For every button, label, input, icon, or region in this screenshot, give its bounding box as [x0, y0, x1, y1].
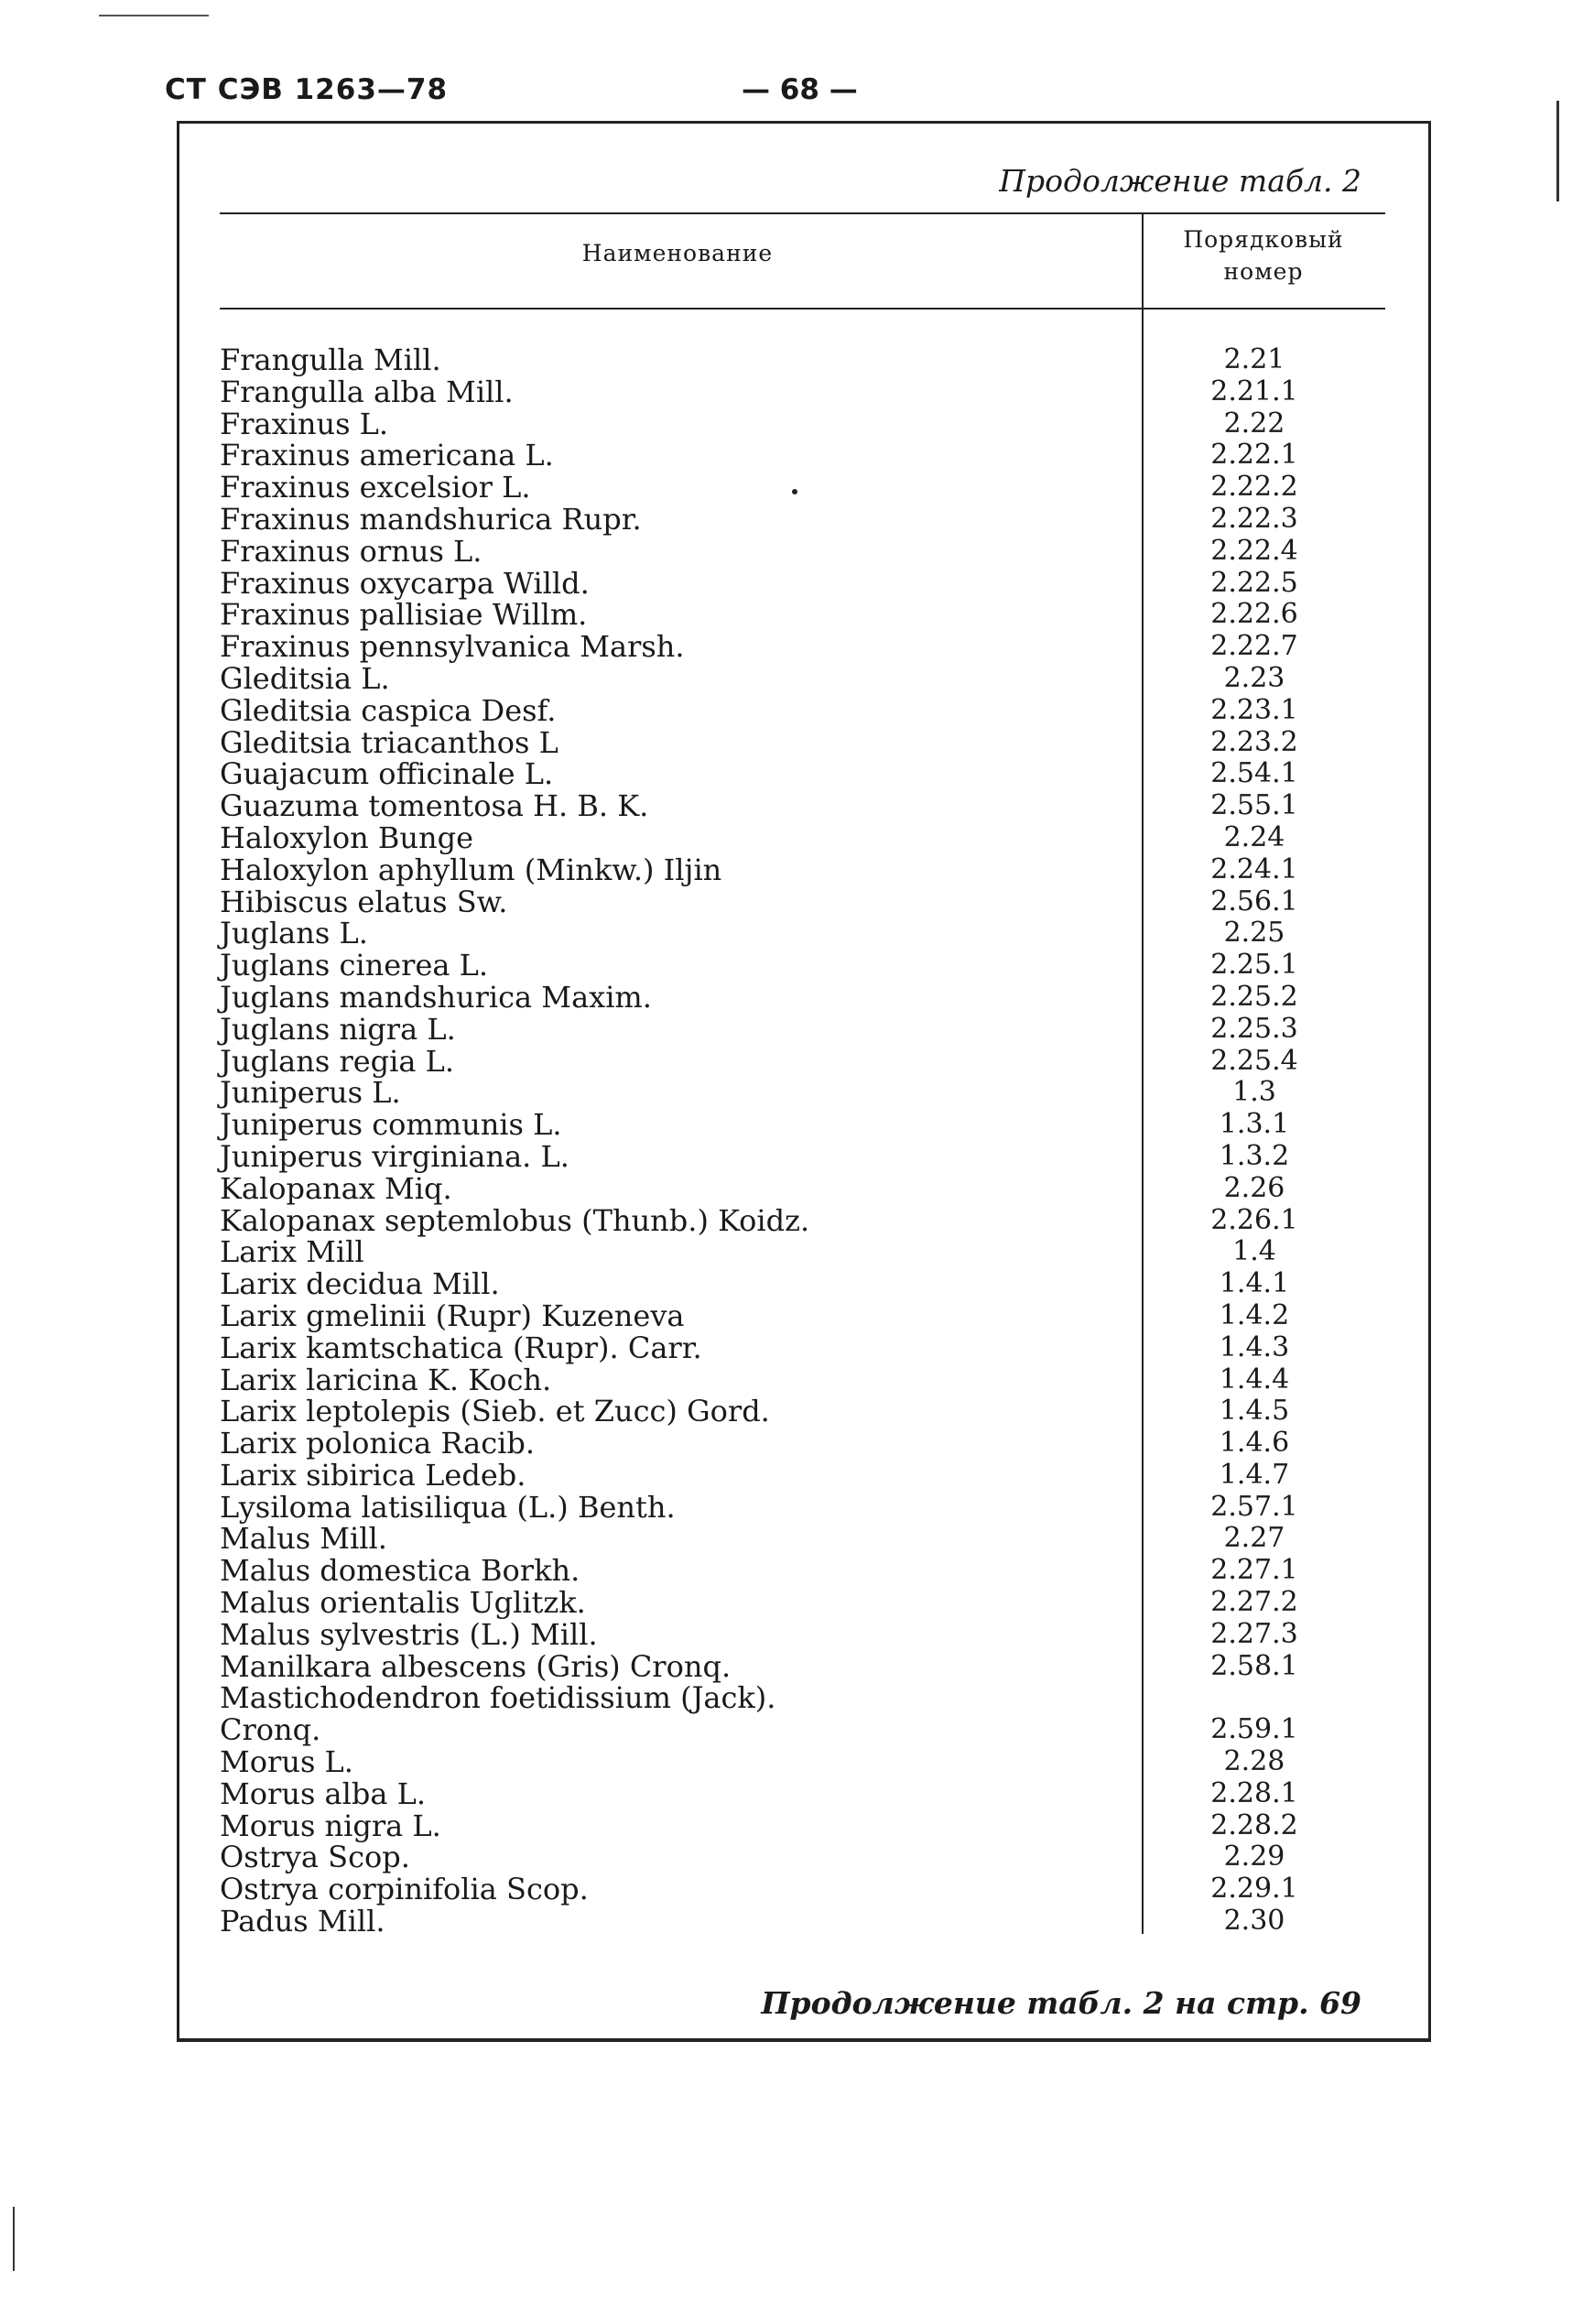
- species-name: Juglans cinerea L.: [220, 948, 489, 983]
- table-row: [220, 440, 1392, 472]
- table-row: [220, 501, 1392, 537]
- serial-number: 2.56.1: [1210, 885, 1298, 918]
- species-name: Juniperus communis L.: [220, 1107, 562, 1143]
- table-row: [220, 376, 1392, 408]
- table-row: [220, 631, 1392, 663]
- column-header-name: Наименование: [581, 240, 774, 266]
- serial-number: 2.21: [1223, 343, 1285, 375]
- species-name: Fraxinus americana L.: [220, 438, 554, 473]
- serial-number: 2.27.2: [1210, 1586, 1298, 1619]
- table-row: [220, 692, 1392, 728]
- table-row: [220, 1714, 1392, 1746]
- species-name: Juniperus virginiana. L.: [220, 1138, 569, 1174]
- serial-number: 1.3: [1232, 1076, 1276, 1109]
- table-row: [220, 1489, 1392, 1525]
- species-name: Juglans L.: [220, 916, 368, 951]
- species-name: Manilkara albescens (Gris) Cronq.: [220, 1648, 732, 1684]
- species-name: Larix Mill: [220, 1234, 364, 1270]
- table-row: [220, 724, 1392, 760]
- serial-number: 2.59.1: [1210, 1713, 1298, 1746]
- serial-number: 2.29: [1223, 1841, 1285, 1873]
- table-row: [220, 1011, 1392, 1047]
- serial-number: 1.4.6: [1219, 1427, 1290, 1460]
- species-name: Larix sibirica Ledeb.: [220, 1457, 526, 1493]
- species-name: Fraxinus pennsylvanica Marsh.: [220, 629, 685, 665]
- table-row: [220, 758, 1392, 790]
- serial-number: 2.24: [1223, 820, 1285, 853]
- species-name: Larix kamtschatica (Rupr). Carr.: [220, 1330, 702, 1365]
- table-row: [220, 565, 1392, 601]
- species-name: Morus nigra L.: [220, 1808, 441, 1843]
- species-name: Fraxinus oxycarpa Willd.: [220, 565, 590, 601]
- serial-number: 2.25: [1223, 917, 1285, 950]
- table-row: [220, 854, 1392, 886]
- table-row: [220, 1778, 1392, 1810]
- margin-mark: [1556, 101, 1559, 201]
- table-row: [220, 1906, 1392, 1938]
- species-name: Gleditsia triacanthos L: [220, 724, 558, 760]
- species-name: Frangulla Mill.: [220, 342, 441, 377]
- table-row: [220, 660, 1392, 696]
- margin-mark: [13, 2207, 15, 2271]
- table-row: [220, 408, 1392, 440]
- table-row: [220, 1395, 1392, 1428]
- table-row: [220, 1043, 1392, 1079]
- table-continuation-caption: Продолжение табл. 2: [999, 163, 1361, 199]
- serial-number: 1.3.2: [1219, 1139, 1290, 1172]
- serial-number: 2.25.1: [1210, 949, 1298, 982]
- document-code: СТ СЭВ 1263—78: [165, 73, 449, 106]
- table-row: [220, 1587, 1392, 1619]
- serial-number: 2.58.1: [1210, 1649, 1298, 1682]
- table-row: [220, 1077, 1392, 1109]
- species-name: Mastichodendron foetidissium (Jack).: [220, 1680, 776, 1716]
- table-row: [220, 950, 1392, 982]
- table-row: [220, 1236, 1392, 1268]
- table-row: [220, 790, 1392, 822]
- table-row: [220, 1268, 1392, 1300]
- serial-number: 2.57.1: [1210, 1490, 1298, 1523]
- species-name: Juglans nigra L.: [220, 1011, 456, 1047]
- serial-number: 2.25.2: [1210, 980, 1298, 1013]
- serial-number: 2.22: [1223, 407, 1285, 440]
- species-name: Morus alba L.: [220, 1776, 426, 1811]
- species-name: Larix polonica Racib.: [220, 1426, 536, 1461]
- table-row: [220, 1138, 1392, 1174]
- species-name: Haloxylon aphyllum (Minkw.) Iljin: [220, 852, 722, 887]
- species-name: Larix laricina K. Koch.: [220, 1362, 552, 1397]
- table-row: [220, 1428, 1392, 1460]
- species-name: Cronq.: [220, 1712, 321, 1748]
- serial-number: 2.28: [1223, 1745, 1285, 1778]
- species-name: Ostrya corpinifolia Scop.: [220, 1872, 589, 1907]
- species-name: Guazuma tomentosa H. B. K.: [220, 788, 649, 824]
- table-row: [220, 1616, 1392, 1652]
- species-name: Malus domestica Borkh.: [220, 1553, 580, 1589]
- table-row: [220, 979, 1392, 1015]
- species-name: Hibiscus elatus Sw.: [220, 884, 508, 919]
- serial-number: 2.25.4: [1210, 1044, 1298, 1077]
- serial-number: 2.28.2: [1210, 1808, 1298, 1841]
- table-row: [220, 1873, 1392, 1906]
- table-row: [220, 472, 1392, 504]
- species-name: Haloxylon Bunge: [220, 820, 474, 855]
- serial-number: 2.21.1: [1210, 375, 1298, 407]
- serial-number: 2.26.1: [1210, 1203, 1298, 1236]
- serial-number: 2.26: [1223, 1171, 1285, 1204]
- table-row: [220, 599, 1392, 631]
- species-name: Kalopanax septemlobus (Thunb.) Koidz.: [220, 1202, 810, 1238]
- serial-number: 2.30: [1223, 1905, 1285, 1938]
- table-top-rule: [220, 212, 1385, 214]
- serial-number: 2.22.3: [1210, 502, 1298, 535]
- species-name: Larix gmelinii (Rupr) Kuzeneva: [220, 1298, 685, 1333]
- table-row: [220, 1170, 1392, 1206]
- serial-number: 1.4.7: [1219, 1458, 1290, 1491]
- table-row: [220, 1841, 1392, 1873]
- serial-number: 2.23.1: [1210, 693, 1298, 726]
- serial-number: 1.4.4: [1219, 1363, 1290, 1395]
- serial-number: 1.4: [1232, 1235, 1276, 1268]
- table-row: [220, 344, 1392, 376]
- species-name: Fraxinus ornus L.: [220, 533, 482, 569]
- table-row: [220, 1648, 1392, 1684]
- table-row: [220, 1523, 1392, 1555]
- serial-number: 2.23.2: [1210, 725, 1298, 758]
- table-row: [220, 918, 1392, 950]
- serial-number: 2.22.6: [1210, 598, 1298, 631]
- table-row: [220, 1457, 1392, 1493]
- table-body: [220, 344, 1392, 1938]
- serial-number: 2.23: [1223, 661, 1285, 694]
- species-name: Gleditsia L.: [220, 660, 390, 696]
- species-name: Gleditsia caspica Desf.: [220, 692, 557, 728]
- serial-number: 1.4.1: [1219, 1267, 1290, 1300]
- serial-number: 2.27.1: [1210, 1554, 1298, 1587]
- species-name: Malus sylvestris (L.) Mill.: [220, 1616, 598, 1652]
- species-name: Fraxinus mandshurica Rupr.: [220, 501, 642, 537]
- species-name: Larix decidua Mill.: [220, 1266, 500, 1302]
- species-name: Malus orientalis Uglitzk.: [220, 1585, 586, 1621]
- species-name: Guajacum officinale L.: [220, 756, 554, 792]
- table-row: [220, 533, 1392, 569]
- table-row: [220, 1109, 1392, 1141]
- table-row: [220, 886, 1392, 918]
- serial-number: 2.28.1: [1210, 1776, 1298, 1809]
- species-name: Juniperus L.: [220, 1075, 401, 1111]
- serial-number: 2.22.1: [1210, 439, 1298, 472]
- table-row: [220, 1682, 1392, 1714]
- serial-number: 1.4.5: [1219, 1395, 1290, 1428]
- serial-number: 1.4.3: [1219, 1330, 1290, 1363]
- table-row: [220, 1300, 1392, 1332]
- serial-number: 2.27.3: [1210, 1617, 1298, 1650]
- species-name: Ostrya Scop.: [220, 1840, 410, 1875]
- serial-number: 2.24.1: [1210, 852, 1298, 885]
- table-row: [220, 1202, 1392, 1238]
- species-name: Lysiloma latisiliqua (L.) Benth.: [220, 1489, 676, 1525]
- species-name: Juglans regia L.: [220, 1043, 455, 1079]
- column-header-number-line2: номер: [1223, 258, 1304, 285]
- serial-number: 1.4.2: [1219, 1298, 1290, 1331]
- serial-number: 2.22.4: [1210, 534, 1298, 567]
- species-name: Fraxinus pallisiae Willm.: [220, 597, 588, 633]
- species-name: Malus Mill.: [220, 1521, 387, 1557]
- serial-number: 2.55.1: [1210, 789, 1298, 822]
- species-name: Kalopanax Miq.: [220, 1170, 452, 1206]
- table-row: [220, 1555, 1392, 1587]
- species-name: Juglans mandshurica Maxim.: [220, 979, 652, 1015]
- page-number: — 68 —: [742, 73, 858, 106]
- column-header-number-line1: Порядковый: [1183, 226, 1344, 253]
- serial-number: 2.29.1: [1210, 1873, 1298, 1906]
- header-rule: [99, 15, 209, 16]
- species-name: Padus Mill.: [220, 1904, 385, 1939]
- serial-number: 2.22.2: [1210, 471, 1298, 504]
- species-name: Morus L.: [220, 1744, 353, 1780]
- table-row: [220, 822, 1392, 854]
- table-row: [220, 1364, 1392, 1396]
- column-header-number: [1144, 223, 1382, 288]
- serial-number: 1.3.1: [1219, 1108, 1290, 1141]
- serial-number: 2.25.3: [1210, 1012, 1298, 1045]
- serial-number: 2.22.5: [1210, 566, 1298, 599]
- table-row: [220, 1810, 1392, 1842]
- species-name: Larix leptolepis (Sieb. et Zucc) Gord.: [220, 1394, 770, 1429]
- species-name: Frangulla alba Mill.: [220, 374, 514, 409]
- table-row: [220, 1332, 1392, 1364]
- header-bottom-rule: [220, 308, 1385, 310]
- table-row: [220, 1746, 1392, 1778]
- serial-number: 2.22.7: [1210, 630, 1298, 663]
- species-name: Fraxinus L.: [220, 406, 389, 441]
- species-name: Fraxinus excelsior L.: [220, 470, 531, 505]
- serial-number: 2.54.1: [1210, 757, 1298, 790]
- table-continuation-footer: Продолжение табл. 2 на стр. 69: [761, 1985, 1361, 2021]
- serial-number: 2.27: [1223, 1522, 1285, 1555]
